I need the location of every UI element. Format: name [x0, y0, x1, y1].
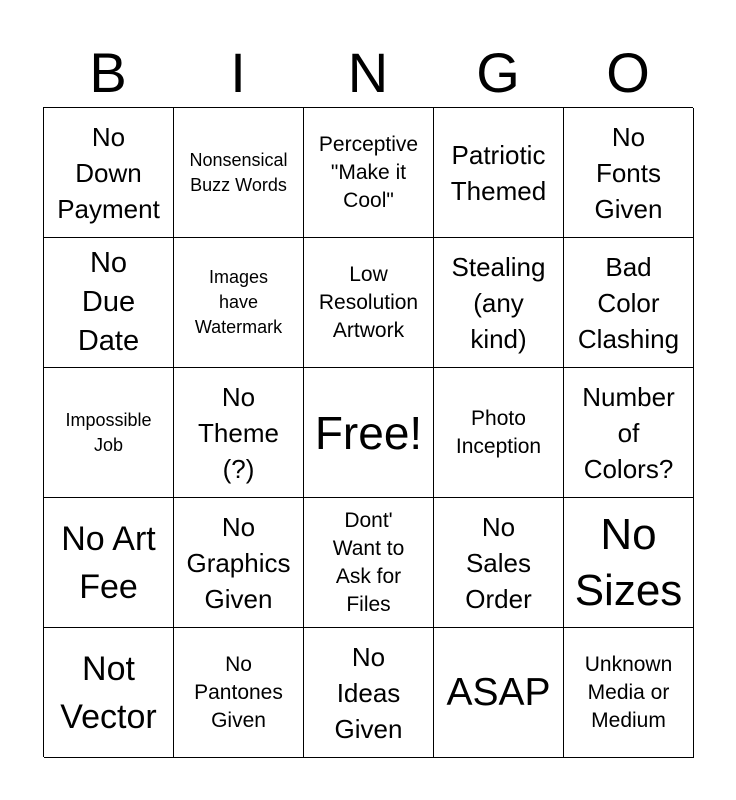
bingo-cell[interactable] — [174, 498, 304, 628]
header-letter-n: N — [347, 41, 389, 104]
cell-text: Impossible Job — [65, 409, 152, 455]
cell-text: ASAP — [446, 670, 551, 714]
cell-text: Images have Watermark — [194, 267, 283, 337]
bingo-cell[interactable] — [304, 498, 434, 628]
cell-text: No Art Fee — [61, 519, 156, 606]
cell-text: No Sales Order — [465, 511, 532, 614]
cell-text: No Due Date — [77, 247, 140, 357]
cell-text: Stealing (any kind) — [451, 251, 546, 354]
bingo-cell[interactable] — [304, 108, 434, 238]
bingo-cell[interactable] — [434, 628, 564, 758]
bingo-card-grid — [43, 107, 693, 757]
cell-text: No Theme (?) — [198, 381, 279, 484]
cell-text: Number of Colors? — [582, 381, 675, 484]
cell-text: No Ideas Given — [334, 641, 403, 744]
header-letter-b: B — [89, 41, 127, 104]
bingo-cell[interactable] — [304, 628, 434, 758]
cell-text: Patriotic Themed — [450, 139, 547, 206]
header-letter-g: G — [476, 41, 520, 104]
bingo-cell[interactable] — [434, 498, 564, 628]
cell-text: Perceptive "Make it Cool" — [318, 132, 419, 212]
bingo-cell[interactable] — [44, 108, 174, 238]
cell-text: Unknown Media or Medium — [584, 652, 673, 732]
bingo-cell[interactable] — [174, 108, 304, 238]
bingo-cell[interactable] — [174, 628, 304, 758]
cell-text: Dont' Want to Ask for Files — [332, 508, 405, 616]
header-letter-o: O — [606, 41, 650, 104]
bingo-header — [43, 40, 693, 106]
cell-text: Low Resolution Artwork — [318, 262, 419, 342]
bingo-cell[interactable] — [564, 498, 694, 628]
bingo-cell[interactable] — [564, 238, 694, 368]
bingo-cell[interactable] — [44, 628, 174, 758]
bingo-cell[interactable] — [434, 108, 564, 238]
bingo-cell[interactable] — [564, 108, 694, 238]
cell-text: No Graphics Given — [186, 511, 291, 614]
cell-text: No Pantones Given — [194, 652, 283, 732]
bingo-cell[interactable] — [434, 238, 564, 368]
cell-text: No Down Payment — [57, 121, 160, 224]
header-letter-i: I — [230, 41, 246, 104]
bingo-cell[interactable] — [174, 238, 304, 368]
bingo-free-space[interactable] — [304, 368, 434, 498]
bingo-cell[interactable] — [174, 368, 304, 498]
cell-text: Not Vector — [60, 649, 157, 736]
bingo-cell[interactable] — [564, 368, 694, 498]
bingo-cell[interactable] — [304, 238, 434, 368]
cell-text: No Fonts Given — [594, 121, 663, 224]
cell-text: Free! — [314, 406, 423, 459]
cell-text: Photo Inception — [455, 406, 542, 458]
cell-text: No Sizes — [574, 509, 683, 615]
cell-text: Nonsensical Buzz Words — [189, 149, 288, 195]
bingo-cell[interactable] — [434, 368, 564, 498]
bingo-cell[interactable] — [44, 368, 174, 498]
bingo-cell[interactable] — [44, 238, 174, 368]
bingo-cell[interactable] — [44, 498, 174, 628]
bingo-cell[interactable] — [564, 628, 694, 758]
cell-text: Bad Color Clashing — [577, 251, 680, 354]
